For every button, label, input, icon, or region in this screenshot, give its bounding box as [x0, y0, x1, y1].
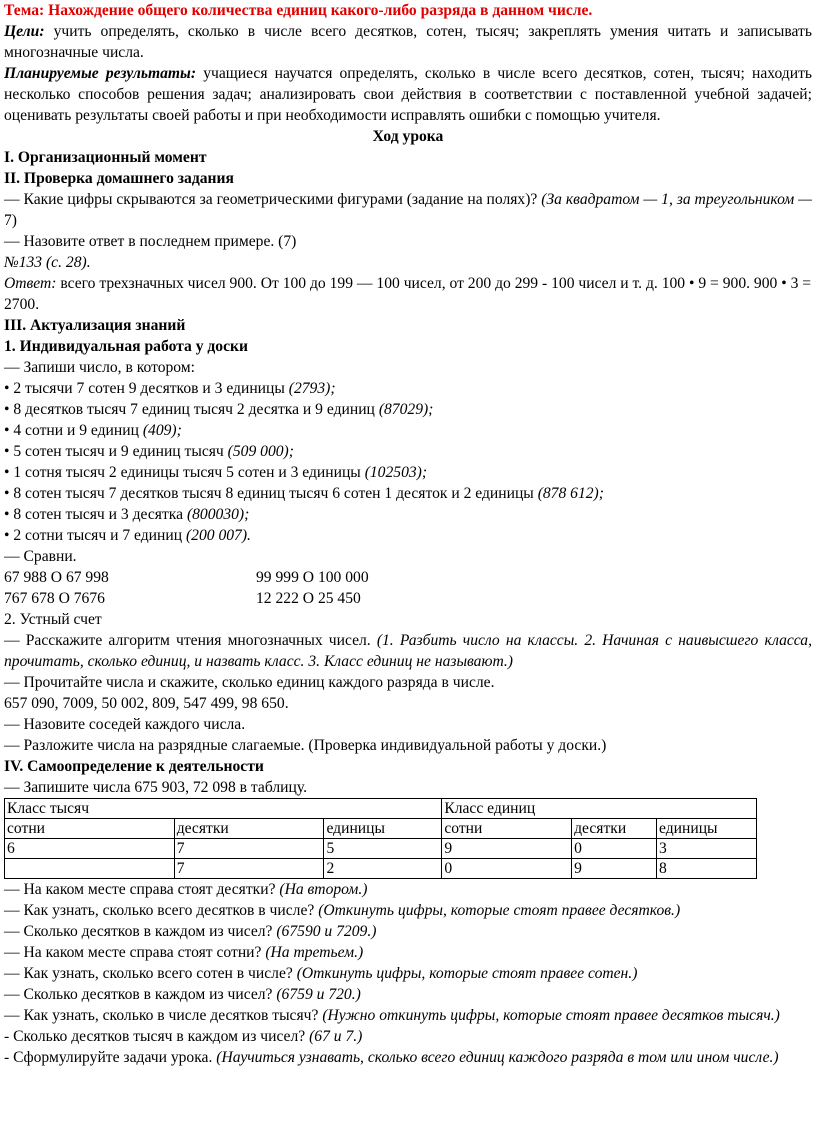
- table-intro: — Запишите числа 675 903, 72 098 в таблицу.: [4, 779, 308, 796]
- place-value-table: [4, 798, 757, 879]
- table-cell: сотни: [5, 819, 175, 839]
- qa-item: — Как узнать, сколько в числе десятков тысяч? (Нужно откинуть цифры, которые стоят правее десятков тысяч.): [4, 1007, 780, 1024]
- hw-answer: Ответ: всего трехзначных чисел 900. От 100 до 199 — 100 чисел, от 200 до 299 - 100 чисел и т. д. 100 • 9 = 900. 900 • 3 = 2700.: [4, 275, 812, 313]
- qa-item: — Сколько десятков в каждом из чисел? (67590 и 7209.): [4, 923, 377, 940]
- results-paragraph: [4, 63, 812, 126]
- qa-item: — Как узнать, сколько всего сотен в числе? (Откинуть цифры, которые стоят правее сотен.): [4, 965, 638, 982]
- table-row: [5, 859, 757, 879]
- qa-item: - Сформулируйте задачи урока. (Научиться узнавать, сколько всего единиц каждого разряда в том или ином числе.): [4, 1049, 779, 1066]
- hw-question-1: — Какие цифры скрываются за геометрическими фигурами (задание на полях)? (За квадратом — 1, за треугольником — 7): [4, 191, 812, 229]
- list-item: • 2 тысячи 7 сотен 9 десятков и 3 единицы (2793);: [4, 380, 336, 397]
- qa-item: — На каком месте справа стоят десятки? (На втором.): [4, 881, 368, 898]
- list-item: • 2 сотни тысяч и 7 единиц (200 007).: [4, 527, 251, 544]
- section-1-heading: I. Организационный момент: [4, 149, 207, 166]
- goals-paragraph: [4, 21, 812, 63]
- table-row: [5, 819, 757, 839]
- compare-row: 767 678 О 7676 12 222 О 25 450: [4, 590, 361, 607]
- table-row: [5, 799, 757, 819]
- hw-question-2: — Назовите ответ в последнем примере. (7): [4, 233, 297, 250]
- table-cell: 3: [657, 839, 757, 859]
- oral-numbers: 657 090, 7009, 50 002, 809, 547 499, 98 650.: [4, 695, 289, 712]
- oral-question-3: — Назовите соседей каждого числа.: [4, 716, 246, 733]
- table-cell: 9: [572, 859, 657, 879]
- oral-question-4: — Разложите числа на разрядные слагаемые. (Проверка индивидуальной работы у доски.): [4, 737, 607, 754]
- compare-intro: — Сравни.: [4, 548, 77, 565]
- table-cell: 9: [442, 839, 572, 859]
- table-cell: сотни: [442, 819, 572, 839]
- table-cell: 7: [174, 859, 324, 879]
- table-cell: Класс тысяч: [5, 799, 442, 819]
- results-label: Планируемые результаты:: [4, 65, 197, 82]
- list-item: • 8 сотен тысяч и 3 десятка (800030);: [4, 506, 250, 523]
- list-item: • 5 сотен тысяч и 9 единиц тысяч (509 000);: [4, 443, 294, 460]
- table-cell: 0: [572, 839, 657, 859]
- list-item: • 4 сотни и 9 единиц (409);: [4, 422, 182, 439]
- table-cell: 8: [657, 859, 757, 879]
- topic-label: Тема:: [4, 2, 45, 19]
- table-cell: единицы: [324, 819, 442, 839]
- table-cell: 2: [324, 859, 442, 879]
- write-intro: — Запиши число, в котором:: [4, 359, 195, 376]
- topic-text: Нахождение общего количества единиц какого-либо разряда в данном числе.: [44, 2, 593, 19]
- oral-question-2: — Прочитайте числа и скажите, сколько единиц каждого разряда в числе.: [4, 674, 495, 691]
- write-list: [4, 378, 812, 546]
- compare-row: 67 988 О 67 998 99 999 О 100 000: [4, 569, 369, 586]
- table-cell: [5, 859, 175, 879]
- table-cell: десятки: [174, 819, 324, 839]
- subsection-2-heading: 2. Устный счет: [4, 611, 102, 628]
- table-cell: 0: [442, 859, 572, 879]
- course-title: Ход урока: [372, 128, 444, 145]
- table-cell: единицы: [657, 819, 757, 839]
- subsection-1-heading: 1. Индивидуальная работа у доски: [4, 338, 248, 355]
- table-cell: 6: [5, 839, 175, 859]
- qa-item: — На каком месте справа стоят сотни? (На третьем.): [4, 944, 364, 961]
- section-4-heading: IV. Самоопределение к деятельности: [4, 758, 264, 775]
- qa-item: — Сколько десятков в каждом из чисел? (6759 и 720.): [4, 986, 361, 1003]
- list-item: • 8 десятков тысяч 7 единиц тысяч 2 десятка и 9 единиц (87029);: [4, 401, 434, 418]
- table-cell: 7: [174, 839, 324, 859]
- qa-item: — Как узнать, сколько всего десятков в числе? (Откинуть цифры, которые стоят правее десятков.): [4, 902, 681, 919]
- table-cell: 5: [324, 839, 442, 859]
- goals-text: учить определять, сколько в числе всего десятков, сотен, тысяч; закреплять умения читать и записывать многозначные числа.: [4, 23, 812, 61]
- section-3-heading: III. Актуализация знаний: [4, 317, 186, 334]
- table-cell: Класс единиц: [442, 799, 757, 819]
- list-item: • 1 сотня тысяч 2 единицы тысяч 5 сотен и 3 единицы (102503);: [4, 464, 428, 481]
- oral-question-1: — Расскажите алгоритм чтения многозначных чисел. (1. Разбить число на классы. 2. Начиная с наивысшего класса, прочитать, сколько единиц, и назвать класс. 3. Класс единиц не называют.): [4, 632, 812, 670]
- table-row: [5, 839, 757, 859]
- qa-list: [4, 879, 812, 1068]
- goals-label: Цели:: [4, 23, 45, 40]
- list-item: • 8 сотен тысяч 7 десятков тысяч 8 единиц тысяч 6 сотен 1 десяток и 2 единицы (878 612);: [4, 485, 604, 502]
- qa-item: - Сколько десятков тысяч в каждом из чисел? (67 и 7.): [4, 1028, 363, 1045]
- topic-line: [4, 0, 812, 21]
- hw-exercise: №133 (с. 28).: [4, 254, 91, 271]
- table-cell: десятки: [572, 819, 657, 839]
- results-text: учащиеся научатся определять, сколько в числе всего десятков, сотен, тысяч; находить несколько способов решения задач; анализировать свои действия в соответствии с поставленной учебной задачей; оценивать результаты своей работы и при необходимости исправлять ошибки с помощью учителя.: [4, 65, 812, 124]
- section-2-heading: II. Проверка домашнего задания: [4, 170, 234, 187]
